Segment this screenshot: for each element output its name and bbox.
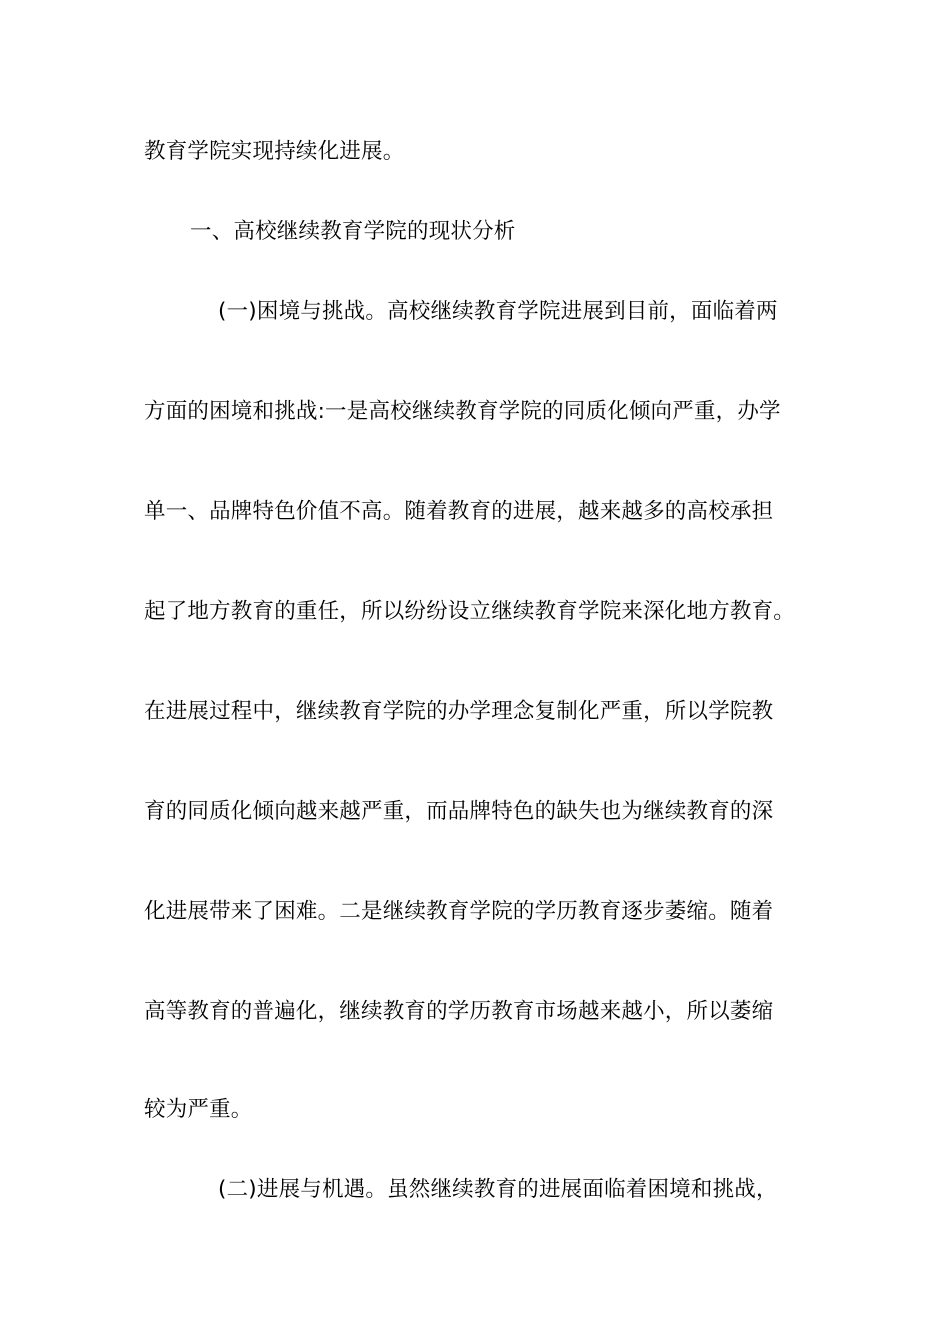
text-line-10: 高等教育的普遍化，继续教育的学历教育市场越来越小，所以萎缩	[144, 999, 774, 1024]
section-heading: 一、高校继续教育学院的现状分析	[190, 219, 516, 244]
text-line-11: 较为严重。	[144, 1097, 253, 1122]
text-line-7: 在进展过程中，继续教育学院的办学理念复制化严重，所以学院教	[144, 699, 774, 724]
text-line-9: 化进展带来了困难。二是继续教育学院的学历教育逐步萎缩。随着	[144, 899, 774, 924]
text-line-3: (一)困境与挑战。高校继续教育学院进展到目前，面临着两	[218, 299, 778, 324]
text-line-5: 单一、品牌特色价值不高。随着教育的进展，越来越多的高校承担	[144, 499, 774, 524]
text-line-12: (二)进展与机遇。虽然继续教育的进展面临着困境和挑战，	[218, 1177, 778, 1202]
text-line-8: 育的同质化倾向越来越严重，而品牌特色的缺失也为继续教育的深	[144, 799, 774, 824]
text-line-1: 教育学院实现持续化进展。	[144, 139, 405, 164]
text-line-4: 方面的困境和挑战:一是高校继续教育学院的同质化倾向严重，办学	[144, 399, 781, 424]
text-line-6: 起了地方教育的重任，所以纷纷设立继续教育学院来深化地方教育。	[144, 599, 796, 624]
